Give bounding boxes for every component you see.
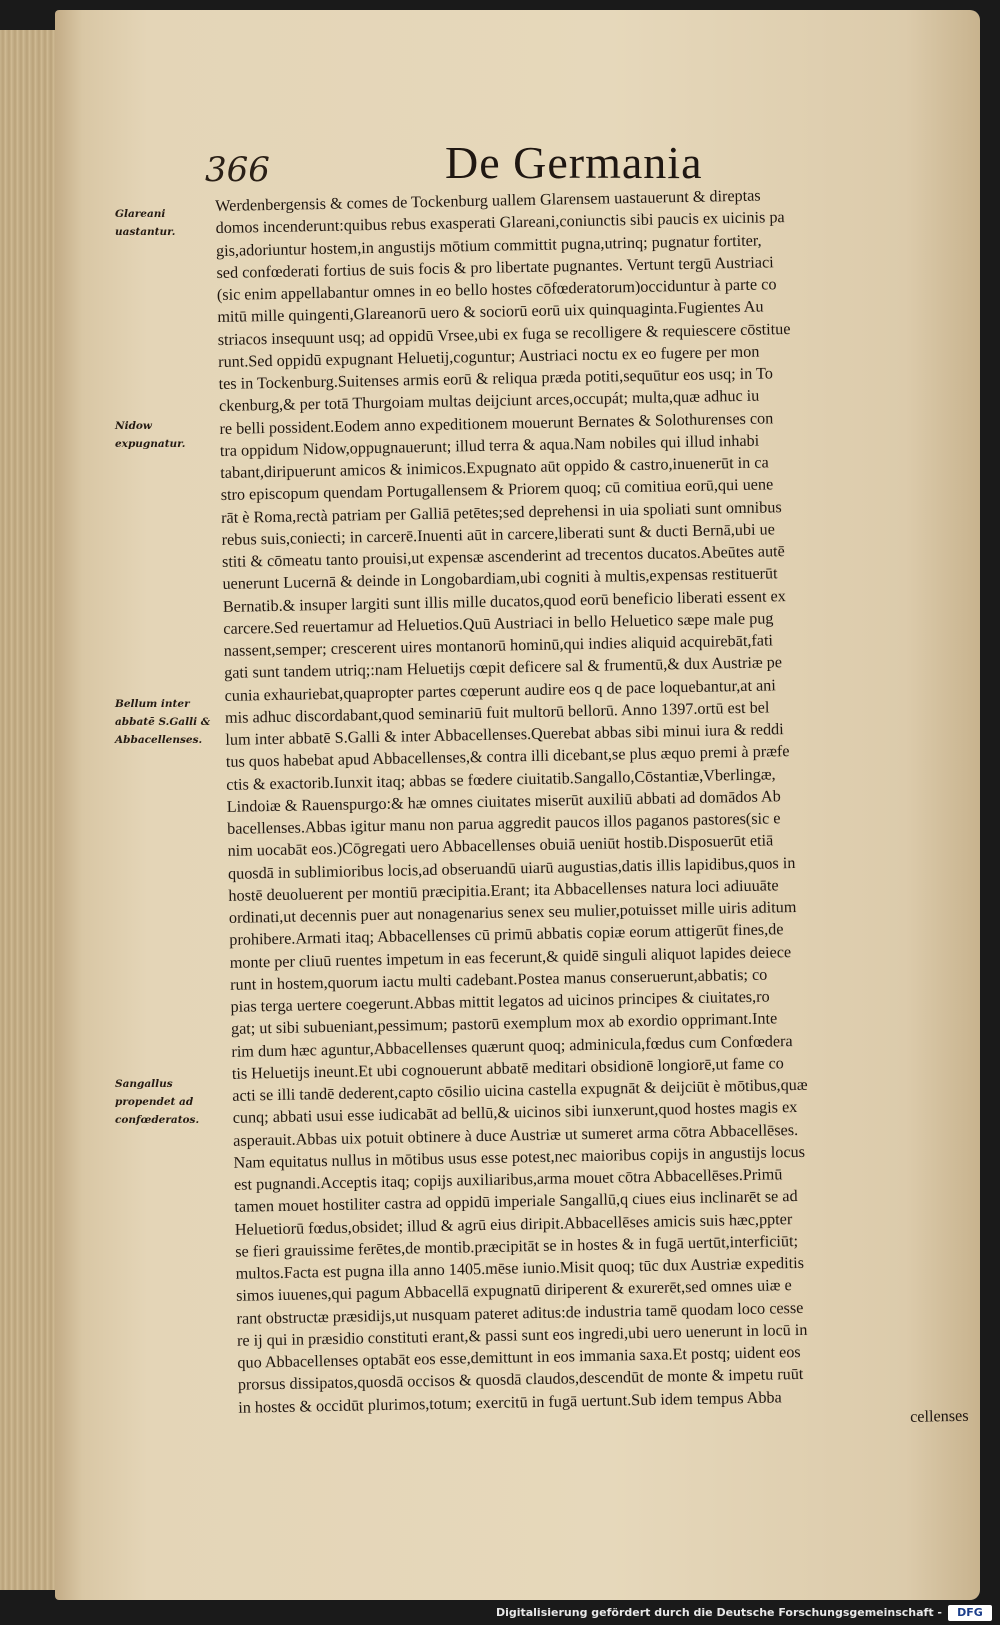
text-line: uenerunt Lucernā & deinde in Longobardiam,ubi cogniti à multis,expensas restituerūt: [222, 564, 778, 594]
text-line: re belli possident.Eodem anno expeditionem mouerunt Bernates & Solothurenses con: [219, 408, 774, 438]
text-line: Lindoiæ & Rauenspurgo:& hæ omnes ciuitates miserūt auxiliū abbati ad domādos Ab: [226, 787, 781, 816]
text-line: ordinati,ut decennis puer aut nonagenarius senex seu mulier,potuisset mille uiris aditum: [228, 897, 797, 927]
text-line: se fieri grauissime ferētes,de montib.præcipitāt se in hostes & in fugā uertūt,interficiūt;: [235, 1231, 799, 1261]
text-line: Heluetiorū fœdus,obsidet; illud & agrū eius diripit.Abbacellēses amicis suis hæc,ppter: [234, 1209, 793, 1239]
text-line: hostē deuoluerent per montiū præcipitia.Erant; ita Abbacellenses natura loci adiuuāte: [228, 876, 779, 905]
text-line: acti se illi tandē dederent,capto cōsilio uicina castella expugnāt & deijciūt è mōtibus,quæ: [232, 1075, 808, 1105]
text-line: quo Abbacellenses optabāt eos esse,demittunt in eos immania saxa.Et postq; uident eos: [237, 1342, 801, 1372]
digitization-footer: [0, 1602, 1000, 1625]
text-line: tamen mouet hostiliter castra ad oppidū imperiale Sangallū,q ciues eius inclinarēt se ad: [234, 1187, 798, 1217]
text-line: pias terga uertere coegerunt.Abbas mittit legatos ad uicinos principes & ciuitates,ro: [230, 987, 770, 1016]
text-line: prorsus dissipatos,quosdā occisos & quosdā claudos,descendūt de monte & impetu ruūt: [237, 1365, 804, 1395]
text-line: rāt è Roma,rectà patriam per Galliā petētes;sed deprehensi in uia spoliati sunt omnibus: [221, 497, 782, 527]
text-line: Werdenbergensis & comes de Tockenburg uallem Glarensem uastauerunt & direptas: [215, 186, 761, 215]
text-line: stro episcopum quendam Portugallensem & Priorem quoq; cū comitiua eorū,qui uene: [220, 475, 774, 505]
text-line: (sic enim appellabantur omnes in eo bello hostes cōfœderatorum)occiduntur à parte co: [216, 275, 777, 304]
text-line: Bernatib.& insuper largiti sunt illis mille ducatos,quod eorū beneficio liberati essent ex: [222, 586, 786, 616]
text-line: carcere.Sed reuertamur ad Heluetios.Quū Austriaci in bello Heluetico sæpe male pug: [223, 609, 774, 638]
body-text: [215, 181, 969, 1426]
text-line: ctis & exactorib.Iunxit itaq; abbas se fœdere ciuitatib.Sangallo,Cōstantiæ,Vberlingæ,: [226, 764, 776, 794]
running-head: De Germania: [445, 137, 703, 188]
text-line: ckenburg,& per totā Thurgoiam multas deijciunt arces,occupát; multa,quæ adhuc iu: [218, 386, 760, 416]
margin-note: Bellum inter abbatē S.Galli & Abbacellenses.: [115, 698, 211, 746]
text-line: tabant,diripuerunt amicos & inimicos.Expugnato aūt oppido & castro,inuenerūt in ca: [220, 453, 769, 482]
text-line: runt in hostem,quorum iactu multi cadebant.Postea manus conseruerunt,abbatis; co: [229, 965, 768, 994]
text-line: prohibere.Armati itaq; Abbacellenses cū primū abbatis copiæ eorum attigerūt fines,de: [229, 920, 784, 950]
text-line: gati sunt tandem utriq;:nam Heluetijs cœpit deficere sal & frumentū,& dux Austriæ pe: [224, 653, 783, 683]
text-line: simos iuuenes,qui pagum Abbacellā expugnatū diriperent & exurerēt,sed omnes uiæ e: [235, 1276, 792, 1306]
text-line: monte per cliuū ruentes impetum in eas fecerunt,& quidē singuli aliquot lapides deiece: [229, 942, 792, 972]
text-line: cellenses: [909, 1406, 969, 1426]
page-number: 366: [205, 150, 270, 190]
text-line: rim dum hæc aguntur,Abbacellenses quærunt quoq; adminicula,fœdus cum Confœdera: [231, 1031, 793, 1061]
text-line: lum inter abbatē S.Galli & inter Abbacellenses.Querebat abbas sibi minui iura & reddi: [225, 720, 784, 749]
text-line: tra oppidum Nidow,oppugnauerunt; illud terra & aqua.Nam nobiles qui illud inhabi: [219, 431, 760, 460]
text-line: tes in Tockenburg.Suitenses armis eorū & reliqua præda potiti,sequūtur eos usq; in To: [218, 364, 774, 393]
text-line: nassent,semper; crescerent uires montanorū hominū,qui indies aliquid acquirebāt,fati: [223, 631, 774, 660]
text-line: mis adhuc discordabant,quod seminariū fuit multorū bellorū. Anno 1397.ortū est bel: [224, 698, 770, 727]
text-line: gat; ut sibi subueniant,pessimum; pastorū exemplum mox ab exordio opprimant.Inte: [230, 1009, 778, 1039]
text-line: stiti & cōmeatu tanto prouisi,ut expensæ ascenderint ad trecentos ducatos.Abeūtes autē: [221, 542, 785, 571]
text-line: quosdā in sublimioribus locis,ad obseruandū uiarū augustias,datis illis lapidibus,quos in: [227, 853, 796, 883]
margin-notes: [115, 205, 215, 1405]
book-page: [55, 10, 980, 1600]
text-line: Nam equitatus nullus in mōtibus usus esse potest,nec maioribus copijs in angustijs locus: [233, 1142, 806, 1172]
text-line: in hostes & occidūt plurimos,totum; exercitū in fugā uertunt.Sub idem tempus Abba: [238, 1387, 782, 1417]
text-line: striacos insequunt usq; ad oppidū Vrsee,ubi ex fuga se recolligere & requiescere cōstitue: [217, 319, 791, 349]
margin-note: Sangallus propendet ad confœderatos.: [115, 1078, 200, 1126]
text-line: multos.Facta est pugna illa anno 1405.mēse iunio.Misit quoq; tūc dux Austriæ expeditis: [235, 1253, 805, 1283]
text-line: rebus suis,coniecti; in carcerē.Inuenti aūt in carcere,liberati sunt & ducti Bernā,ubi ue: [221, 520, 776, 549]
funding-credit: Digitalisierung gefördert durch die Deutsche Forschungsgemeinschaft -: [495, 1606, 942, 1619]
text-line: nim uocabāt eos.)Cōgregati uero Abbacellenses obuiā ueniūt hostib.Disposuerūt etiā: [227, 831, 774, 861]
text-line: tus quos habebat apud Abbacellenses,& contra illi dicebant,se plus æquo premi à præfe: [225, 742, 790, 772]
text-line: runt.Sed oppidū expugnant Heluetij,coguntur; Austriaci noctu ex eo fugere per mon: [218, 342, 760, 371]
text-line: asperauit.Abbas uix potuit obtinere à duce Austriæ ut sumeret arma cōtra Abbacellēses.: [232, 1120, 799, 1150]
dfg-logo: DFG: [948, 1605, 992, 1621]
text-line: re ij qui in præsidio constituti erant,& passi sunt eos ingredi,ubi uero uenerunt in locū in: [236, 1320, 808, 1350]
text-line: domos incenderunt:quibus rebus exasperati Glareani,coniunctis sibi paucis ex uicinis pa: [215, 208, 785, 238]
text-line: tis Heluetijs ineunt.Et ubi cognouerunt abbatē meditari obsidionē longiorē,ut fame co: [231, 1053, 784, 1083]
text-line: cunq; abbati usui esse iudicabāt ad bellū,& uicinos sibi iunxerunt,quod hostes magis ex: [232, 1098, 798, 1128]
margin-note: Nidow expugnatur.: [115, 420, 186, 450]
text-line: gis,adoriuntur hostem,in angustijs mōtium committit pugna,utrinq; pugnatur fortiter,: [215, 231, 762, 260]
text-line: mitū mille quingenti,Glareanorū uero & sociorū eorū uix quinquaginta.Fugientes Au: [217, 297, 764, 327]
text-line: rant obstructæ præsidijs,ut nusquam pateret aditus:de industria tamē quodam loco cesse: [236, 1298, 804, 1328]
text-line: cunia exhauriebat,quapropter partes cœperunt audire eos q de pace loquebantur,at ani: [224, 675, 776, 705]
text-line: bacellenses.Abbas igitur manu non parua aggredit paucos illos paganos pastores(sic e: [226, 809, 781, 838]
margin-note: Glareani uastantur.: [115, 208, 176, 238]
text-line: est pugnandi.Acceptis itaq; copijs auxiliaribus,arma mouet cōtra Abbacellēses.Primū: [233, 1165, 783, 1194]
text-line: sed confœderati fortius de suis focis & pro libertate pugnantes. Vertunt tergū Austriaci: [216, 253, 774, 282]
